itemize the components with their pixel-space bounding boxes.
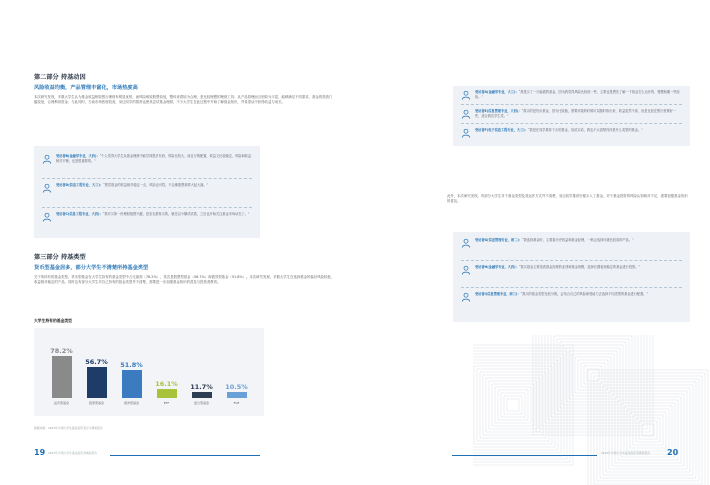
decorative-square [584, 366, 602, 384]
section2-header [34, 72, 335, 106]
chart-caption: 大学生持有的基金类型 [34, 318, 72, 323]
bar-value-label: 51.8% [120, 361, 143, 370]
section2-title: 第二部分 持基动因 [34, 74, 86, 81]
decorative-square [633, 415, 663, 445]
decorative-square [624, 406, 672, 454]
decorative-square [578, 360, 608, 390]
decorative-square [486, 378, 540, 432]
quote-text [56, 183, 208, 188]
quote-text [475, 265, 640, 270]
page-number-left: 19 [34, 448, 46, 457]
quote-box-a [34, 146, 260, 238]
quote-divider [461, 104, 682, 105]
decorative-square [581, 363, 605, 387]
bar-category-label: ETF [163, 401, 170, 405]
interview-quote [461, 128, 682, 140]
decorative-square [609, 391, 687, 469]
interview-quote [461, 265, 682, 285]
decorative-squares [473, 335, 710, 485]
quote-body: “我对买第一份理财挺感兴趣，是室友推荐买的，就先以小额试试看，之后也开始关注基金市场动态了。” [102, 212, 250, 216]
user-icon [461, 265, 471, 275]
decorative-square [473, 363, 555, 447]
decorative-square [627, 409, 669, 451]
quote-divider [461, 123, 682, 124]
decorative-square [473, 357, 561, 453]
chart-bar [52, 356, 72, 398]
user-icon [461, 109, 471, 119]
section3-paragraph: 关于所持有的基金类型，货币型基金在大学生持有的基金类型中占比最高（78.2%），其次是股票型基金（56.7%）和债券型基金（51.8%）。本次研究发现，多数大学生在选择基金时偏好风险较低、收益相对稳定的产品，同时也有部分大学生对自己持有的基金类型并不清楚，需要进一步加强基金知识的普及与投资者教育。 [34, 275, 335, 285]
bar-value-label: 11.7% [190, 382, 213, 391]
interviewee-label: 受访者F(电子信息工程专业，大三)： [475, 128, 528, 132]
quote-text [475, 128, 643, 133]
quote-divider [42, 178, 252, 179]
quote-body: “我选择基金时，主要看历史收益和基金经理，一般会选择评级比较高的产品。” [521, 238, 634, 242]
user-icon [461, 128, 471, 138]
interview-quote [461, 292, 682, 312]
footer-title-right: 2023年中国大学生基金投资者调查报告 [601, 451, 651, 455]
section3-header [34, 252, 335, 286]
decorative-square [473, 348, 570, 462]
decorative-square [473, 354, 564, 456]
decorative-square [498, 390, 528, 420]
bar-chart [34, 328, 264, 416]
bar-value-label: 56.7% [85, 358, 108, 367]
chart-plot-area [44, 334, 254, 405]
quote-body: “我是买了一只偏债的基金，因为我觉得风险比较低一些，主要也是想先了解一下基金怎么运作的，慢慢积累一些经验。” [475, 90, 680, 99]
decorative-square [492, 384, 534, 426]
footer-rule-left [110, 455, 260, 456]
decorative-square [636, 418, 660, 442]
chart-source: 数据来源：2023年中国大学生基金投资者行为调查报告 [34, 426, 103, 430]
quote-text [475, 90, 682, 100]
quote-divider [461, 260, 682, 261]
decorative-square [603, 385, 693, 475]
quote-text [56, 212, 249, 217]
decorative-square [504, 396, 522, 414]
quote-body: “个人觉得大学生从基金理财中能学到很多东西，风险比较大，而且分散配置，收益又比较稳定，风险和收益相对平衡，也是很重要的。” [56, 154, 252, 163]
decorative-square [474, 366, 552, 444]
section2-paragraph: 本次研究发现，多数大学生认为基金收益相较银行理财有明显优势，而风险相较股票较低，整体来看较为合理，是比较理想的理财工具；从产品管理而言则较为丰富，能够满足不同需求，基金的投资门槛较低，合理利用资金；与此同时，当前市场热度较高，身边同学的推荐也使其尝试基金理财，不少大学生在此过程中开始了解基金知识，并希望从中获得收益与成长。 [34, 95, 333, 105]
decorative-square [473, 360, 558, 450]
interview-quote [42, 154, 252, 176]
bar-category-label: 货币型基金 [53, 401, 69, 405]
decorative-square [606, 388, 690, 472]
interview-quote [42, 183, 252, 205]
right-page [355, 0, 710, 485]
decorative-square [554, 336, 632, 414]
quote-divider [42, 207, 252, 208]
interviewee-label: 受访者G(信息管理专业，研二)： [475, 238, 522, 242]
decorative-square [489, 381, 537, 429]
interviewee-label: 受访者A(金融学专业，大三)： [475, 90, 519, 94]
decorative-square [542, 335, 644, 426]
quote-text [475, 292, 648, 297]
decorative-square [630, 412, 666, 448]
chart-bar [227, 392, 247, 398]
decorative-square [569, 351, 617, 399]
decorative-square [597, 379, 699, 481]
decorative-square [548, 335, 638, 420]
decorative-square [501, 393, 525, 417]
decorative-square [642, 424, 654, 436]
decorative-square [639, 421, 657, 439]
decorative-square [572, 354, 614, 396]
interviewee-label: 受访者E(信息管理专业，大四)： [475, 109, 522, 113]
decorative-square [495, 387, 531, 423]
bar-category-label: 债券型基金 [123, 401, 139, 405]
quote-text [475, 238, 634, 243]
bar-category-label: 混合型基金 [193, 401, 209, 405]
decorative-square [477, 369, 549, 441]
decorative-square [473, 351, 567, 459]
section3-subtitle: 货币型基金居多，部分大学生不清楚所持基金类型 [34, 265, 149, 271]
section3-title: 第三部分 持基类型 [34, 254, 86, 261]
interview-quote [461, 90, 682, 102]
interview-quote [42, 212, 252, 234]
quote-text [475, 109, 682, 119]
bar-category-label: FOF [233, 401, 240, 405]
decorative-square [600, 382, 696, 478]
quote-box-c [453, 232, 690, 322]
interviewee-label: 受访者I(信息管理专业，研三)： [475, 292, 521, 296]
bar-value-label: 78.2% [50, 346, 73, 355]
interview-quote [461, 109, 682, 121]
interviewee-label: 受访者C(信息工程专业，大四)： [56, 212, 103, 216]
section2-subtitle: 风险收益均衡，产品管理丰富化，市场热度高 [34, 85, 138, 91]
interviewee-label: 受访者D(信息工程专业，大三)： [56, 183, 103, 187]
quote-body: “我买基金主要是看基金经理的业绩和基金规模，选择长期表现稳定的基金进行投资。” [518, 265, 641, 269]
decorative-square [587, 369, 599, 381]
quote-divider [461, 287, 682, 288]
chart-bar [122, 370, 142, 398]
quote-body: “我是在同学推荐下买的基金，但说实话，我也不太清楚具体是什么类型的基金。” [527, 128, 643, 132]
decorative-square [594, 376, 702, 484]
user-icon [461, 90, 471, 100]
interview-quote [461, 238, 682, 258]
footer-title-left: 2023年中国大学生基金投资者调查报告 [48, 451, 98, 455]
bar-value-label: 16.1% [155, 380, 178, 389]
footer-rule-right [452, 455, 597, 456]
user-icon [461, 238, 471, 248]
quote-body: “感觉基金的收益相对稳定一点，风险也可控，不会像股票那样大起大落。” [103, 183, 209, 187]
right-paragraph: 此外，本次研究发现，有部分大学生对于基金类型及其运作方式并不清楚，身边同学推荐后便买入了基金，对于基金投资的风险认知相对不足，需要加强基金知识的普及。 [447, 194, 688, 204]
quote-body: “我买的是货币基金，因为比较稳，需要用钱的时候可以随时取出来，收益虽然不高，但是比放在银行里要好一些，适合我们学生党。” [475, 109, 677, 118]
chart-bar [192, 392, 212, 398]
user-icon [42, 212, 52, 222]
decorative-square [575, 357, 611, 393]
bar-value-label: 10.5% [225, 383, 248, 392]
quote-text [56, 154, 252, 164]
bar-category-label: 股票型基金 [88, 401, 104, 405]
user-icon [461, 292, 471, 302]
page-number-right: 20 [667, 448, 679, 457]
interviewee-label: 受访者B(金融学专业，大四)： [56, 154, 100, 158]
quote-box-b [453, 86, 690, 146]
user-icon [42, 154, 52, 164]
chart-bar [87, 367, 107, 398]
decorative-square [557, 339, 629, 411]
decorative-square [507, 399, 519, 411]
interviewee-label: 受访者H(金融学专业，大四)： [475, 265, 519, 269]
user-icon [42, 183, 52, 193]
chart-bar [157, 389, 177, 398]
quote-body: “我买的基金类型比较分散，会结合自己的风险承受能力去选择不同类型的基金进行配置。” [520, 292, 649, 296]
